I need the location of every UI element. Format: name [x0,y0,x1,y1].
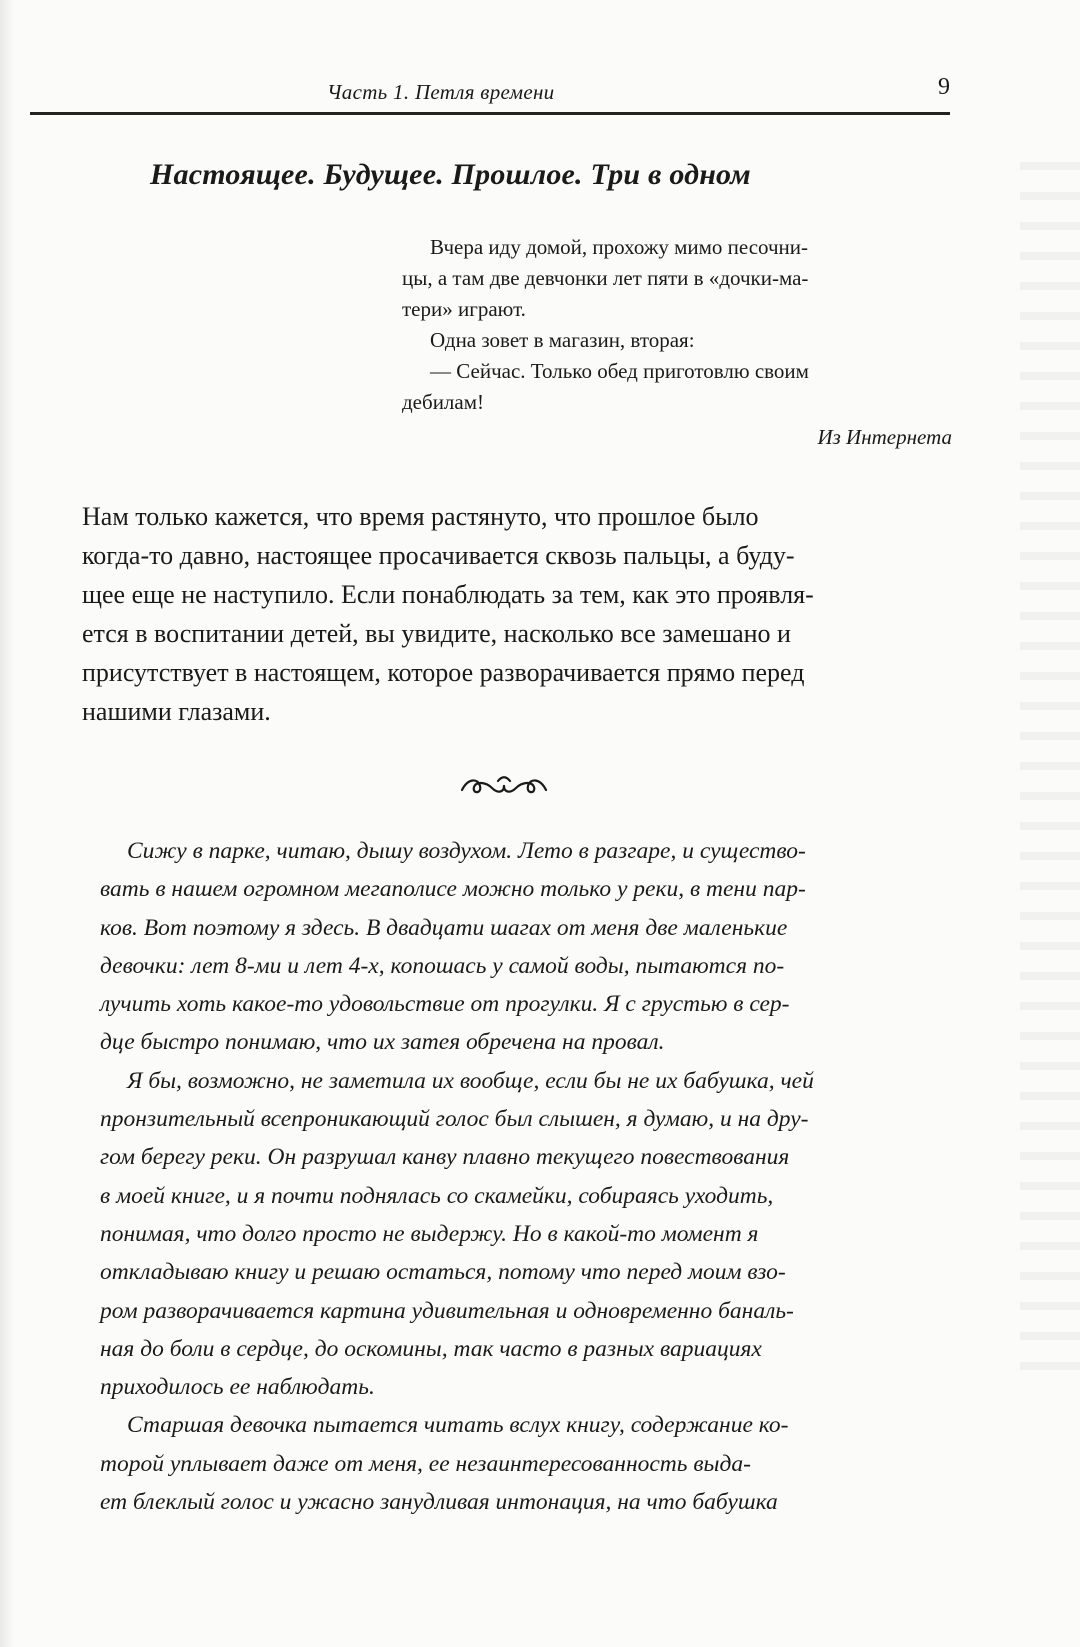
page-gutter-shadow [0,0,14,1647]
story-line: ет блеклый голос и ужасно занудливая интонация, на что бабушка [100,1489,778,1516]
epigraph [402,232,952,453]
story-line: ная до боли в сердце, до оскомины, так часто в разных вариациях [100,1335,762,1362]
body-line: присутствует в настоящем, которое разворачивается прямо перед [82,658,805,687]
running-title: Часть 1. Петля времени [327,80,555,104]
body-line: нашими глазами. [82,697,271,726]
running-header [30,72,950,112]
show-through-text [1020,140,1080,1390]
body-line: щее еще не наступило. Если понаблюдать за тем, как это проявля- [82,580,814,609]
story-line: в моей книге, и я почти поднялась со скамейки, собираясь уходить, [100,1182,774,1209]
story-line: девочки: лет 8-ми и лет 4-х, копошась у самой воды, пытаются по- [100,952,785,979]
body-line: Нам только кажется, что время растянуто, что прошлое было [82,502,759,531]
epigraph-line: тери» играют. [402,297,526,321]
flourish-ornament-icon [458,772,550,800]
epigraph-line: — Сейчас. Только обед приготовлю своим [430,359,809,383]
body-line: ется в воспитании детей, вы увидите, насколько все замешано и [82,619,791,648]
body-paragraph [82,497,952,731]
page-number: 9 [938,74,950,100]
story-line: пронзительный всепроникающий голос был слышен, я думаю, и на дру- [100,1106,809,1133]
story-line: лучить хоть какое-то удовольствие от прогулки. Я с грустью в сер- [100,991,790,1018]
story-line: дце быстро понимаю, что их затея обречена на провал. [100,1029,665,1056]
body-line: когда-то давно, настоящее просачивается сквозь пальцы, а буду- [82,541,795,570]
story-line: откладываю книгу и решаю остаться, потому что перед моим взо- [100,1259,786,1286]
epigraph-line: цы, а там две девчонки лет пяти в «дочки-ма- [402,266,809,290]
story-line: Старшая девочка пытается читать вслух книгу, содержание ко- [127,1412,789,1439]
story-line: гом берегу реки. Он разрушал канву плавно текущего повествования [100,1144,790,1171]
epigraph-line: Вчера иду домой, прохожу мимо песочни- [430,235,809,259]
epigraph-line: дебилам! [402,390,485,414]
story-line: ром разворачивается картина удивительная и одновременно баналь- [100,1297,794,1324]
story-line: вать в нашем огромном мегаполисе можно только у реки, в тени пар- [100,876,806,903]
story-line: Я бы, возможно, не заметила их вообще, если бы не их бабушка, чей [127,1067,814,1094]
header-rule [30,112,950,115]
epigraph-source: Из Интернета [817,425,952,449]
epigraph-line: Одна зовет в магазин, вторая: [430,328,695,352]
italic-story [100,832,960,1521]
story-line: ков. Вот поэтому я здесь. В двадцати шагах от меня две маленькие [100,914,788,941]
story-line: понимая, что долго просто не выдержу. Но в какой-то момент я [100,1220,759,1247]
story-line: Сижу в парке, читаю, дышу воздухом. Лето в разгаре, и существо- [127,838,806,864]
chapter-title: Настоящее. Будущее. Прошлое. Три в одном [150,158,751,191]
story-line: приходилось ее наблюдать. [100,1374,375,1401]
story-line: торой уплывает даже от меня, ее незаинтересованность выда- [100,1450,751,1477]
